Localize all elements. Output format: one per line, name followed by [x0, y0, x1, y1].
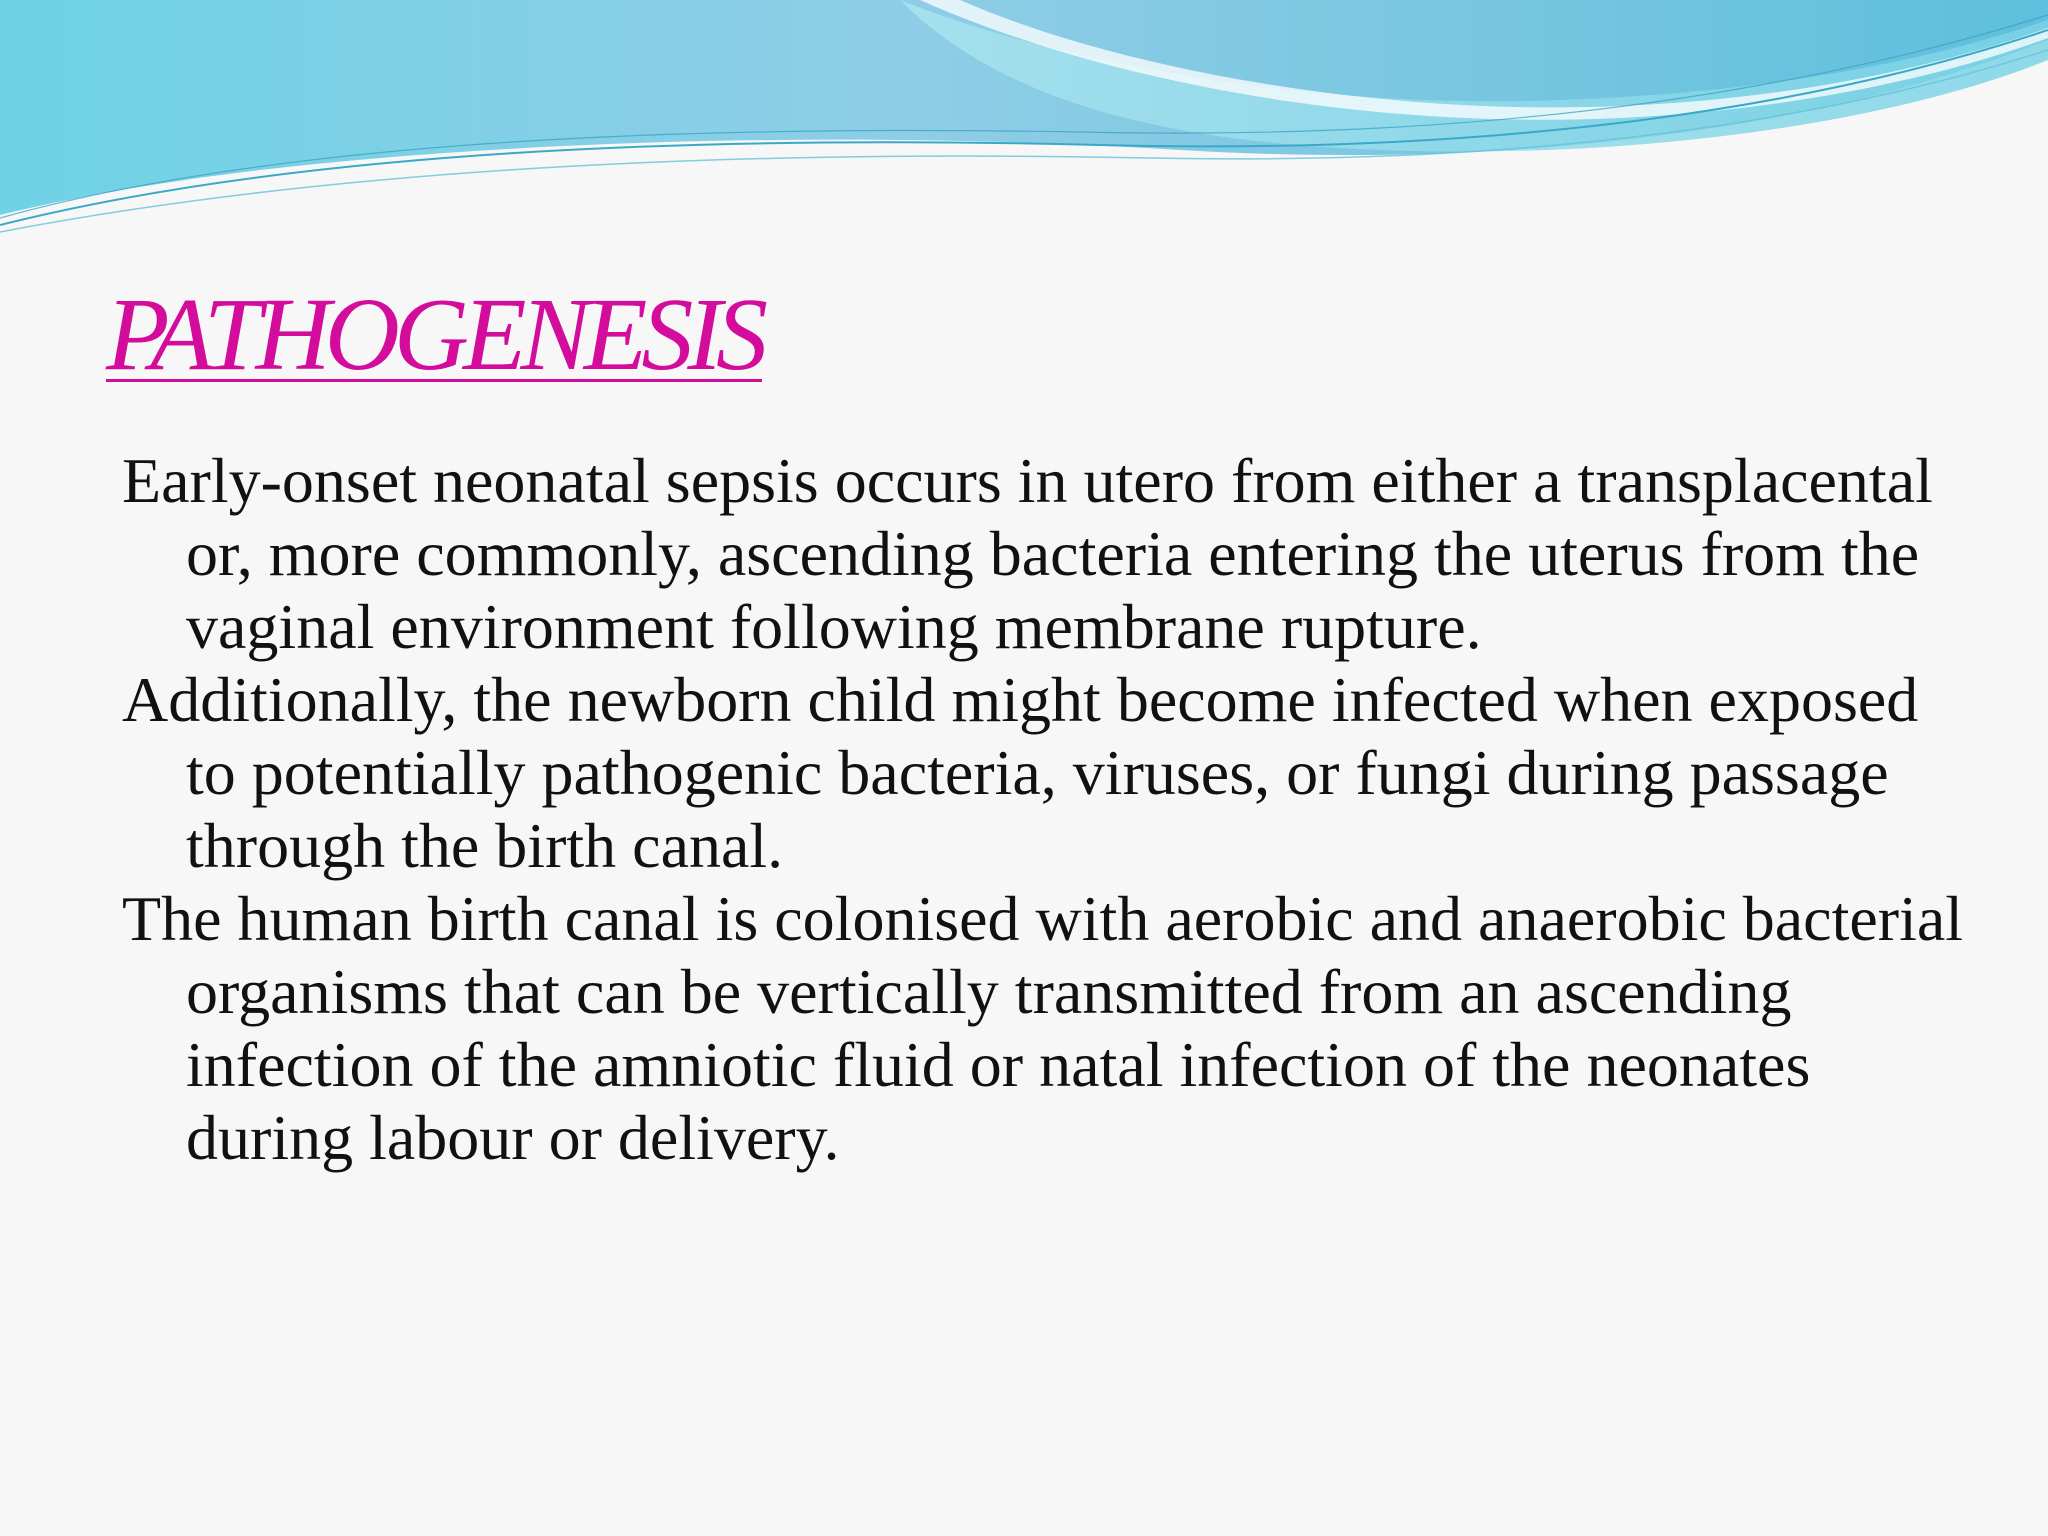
paragraph-additionally: Additionally, the newborn child might become infected when exposed to potentially pathogenic bacteria, viruses, or fungi during passage through the birth canal.: [122, 664, 1919, 881]
slide-title: PATHOGENESIS: [106, 277, 762, 392]
paragraph-early-onset: Early-onset neonatal sepsis occurs in utero from either a transplacental or, more commonly, ascending bacteria entering the uterus from the vaginal environment following membrane rupture.: [122, 445, 1933, 662]
slide-body: [122, 444, 1982, 1174]
wave-header-decoration: [0, 0, 2048, 240]
paragraph-birth-canal: The human birth canal is colonised with aerobic and anaerobic bacterial organisms that can be vertically transmitted from an ascending infection of the amniotic fluid or natal infection of the neonates during labour or delivery.: [122, 883, 1964, 1173]
